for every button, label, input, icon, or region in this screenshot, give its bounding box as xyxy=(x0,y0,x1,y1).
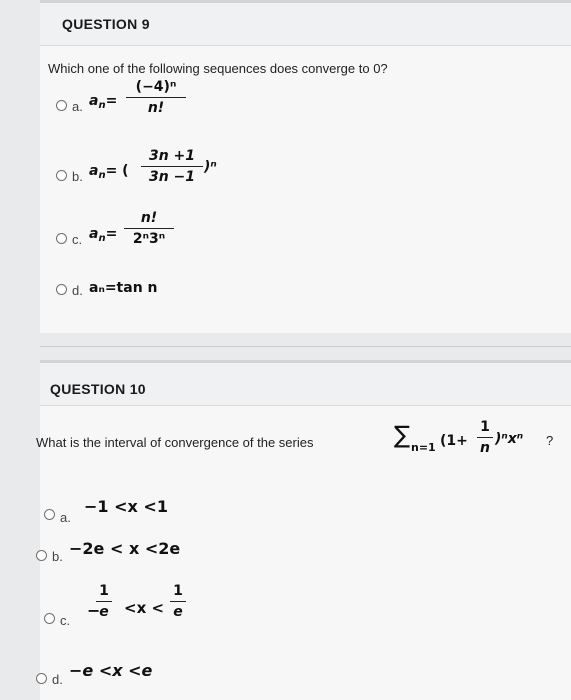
divider-line xyxy=(40,346,571,347)
option-a-lhs-sub: n xyxy=(98,100,106,111)
question-9-title: QUESTION 9 xyxy=(62,16,150,32)
question-10-prompt: What is the interval of convergence of the series xyxy=(36,435,314,450)
option-a-equals: = xyxy=(105,93,118,109)
q10-option-c-left-numerator: 1 xyxy=(99,583,109,599)
q10-option-a-letter: a. xyxy=(60,510,71,525)
option-a-numerator: (−4)ⁿ xyxy=(135,79,177,95)
question-10-title: QUESTION 10 xyxy=(50,381,146,397)
option-b-tail: )ⁿ xyxy=(204,159,217,175)
option-c-fraction-bar xyxy=(124,228,174,229)
option-c-numerator: n! xyxy=(140,210,158,226)
option-b-lhs xyxy=(89,163,129,181)
question-divider xyxy=(0,333,571,360)
series-denominator: n xyxy=(480,440,490,456)
q10-option-c-mid: <x < xyxy=(124,599,165,617)
option-a-denominator: n! xyxy=(147,100,165,116)
series-fraction xyxy=(477,419,493,456)
q10-option-d-expression: −e <x <e xyxy=(69,661,153,680)
option-b-fraction xyxy=(141,148,203,185)
option-c-lhs-var: a xyxy=(89,226,99,242)
option-c-lhs-sub: n xyxy=(98,233,106,244)
option-a-fraction xyxy=(126,79,186,116)
option-b-letter: b. xyxy=(72,169,83,184)
series-fraction-bar xyxy=(477,437,493,438)
option-c-equals: = xyxy=(105,226,118,242)
q10-option-b-letter: b. xyxy=(52,549,63,564)
option-b-equals: = ( xyxy=(105,163,129,179)
question-10-header xyxy=(40,363,571,406)
option-b-fraction-bar xyxy=(141,166,203,167)
option-b-numerator: 3n +1 xyxy=(148,148,196,164)
option-b-lhs-var: a xyxy=(89,163,99,179)
option-c-radio[interactable] xyxy=(56,233,67,244)
series-numerator: 1 xyxy=(480,419,490,435)
series-question-mark: ? xyxy=(546,433,554,448)
option-b-lhs-sub: n xyxy=(98,170,106,181)
option-d-radio[interactable] xyxy=(56,284,67,295)
q10-option-c-right-bar xyxy=(170,601,186,602)
series-sigma: ∑ xyxy=(394,421,411,449)
option-a-lhs xyxy=(89,93,117,111)
option-a-letter: a. xyxy=(72,99,83,114)
option-c-denominator: 2ⁿ3ⁿ xyxy=(132,231,166,247)
option-a-radio[interactable] xyxy=(56,100,67,111)
option-a-lhs-var: a xyxy=(89,93,99,109)
q10-option-c-left-fraction xyxy=(96,583,112,620)
q10-option-c-right-fraction xyxy=(170,583,186,620)
option-b-radio[interactable] xyxy=(56,170,67,181)
q10-option-a-radio[interactable] xyxy=(44,509,55,520)
question-9-header xyxy=(40,3,571,46)
option-a-fraction-bar xyxy=(126,97,186,98)
series-open: (1+ xyxy=(440,433,468,449)
q10-option-b-expression: −2e < x <2e xyxy=(69,539,181,558)
q10-option-c-left-bar xyxy=(96,601,112,602)
q10-option-c-neg: − xyxy=(87,601,101,620)
series-close: )ⁿxⁿ xyxy=(495,431,524,447)
option-b-denominator: 3n −1 xyxy=(148,169,196,185)
q10-option-c-right-numerator: 1 xyxy=(173,583,183,599)
question-9-card xyxy=(40,0,571,333)
option-d-letter: d. xyxy=(72,283,83,298)
question-9-prompt: Which one of the following sequences does converge to 0? xyxy=(48,61,388,76)
q10-option-d-letter: d. xyxy=(52,672,63,687)
option-c-lhs xyxy=(89,226,117,244)
option-c-letter: c. xyxy=(72,232,83,247)
series-lower-limit: n=1 xyxy=(411,441,436,454)
q10-option-d-radio[interactable] xyxy=(36,673,47,684)
q10-option-b-radio[interactable] xyxy=(36,550,47,561)
q10-option-c-left-denominator: e xyxy=(99,604,109,620)
q10-option-a-expression: −1 <x <1 xyxy=(84,497,168,516)
option-d-expression: aₙ=tan n xyxy=(89,280,158,296)
q10-option-c-right-denominator: e xyxy=(173,604,183,620)
question-10-card xyxy=(36,360,571,700)
q10-option-c-letter: c. xyxy=(60,613,71,628)
q10-option-c-radio[interactable] xyxy=(44,613,55,624)
option-c-fraction xyxy=(124,210,174,247)
